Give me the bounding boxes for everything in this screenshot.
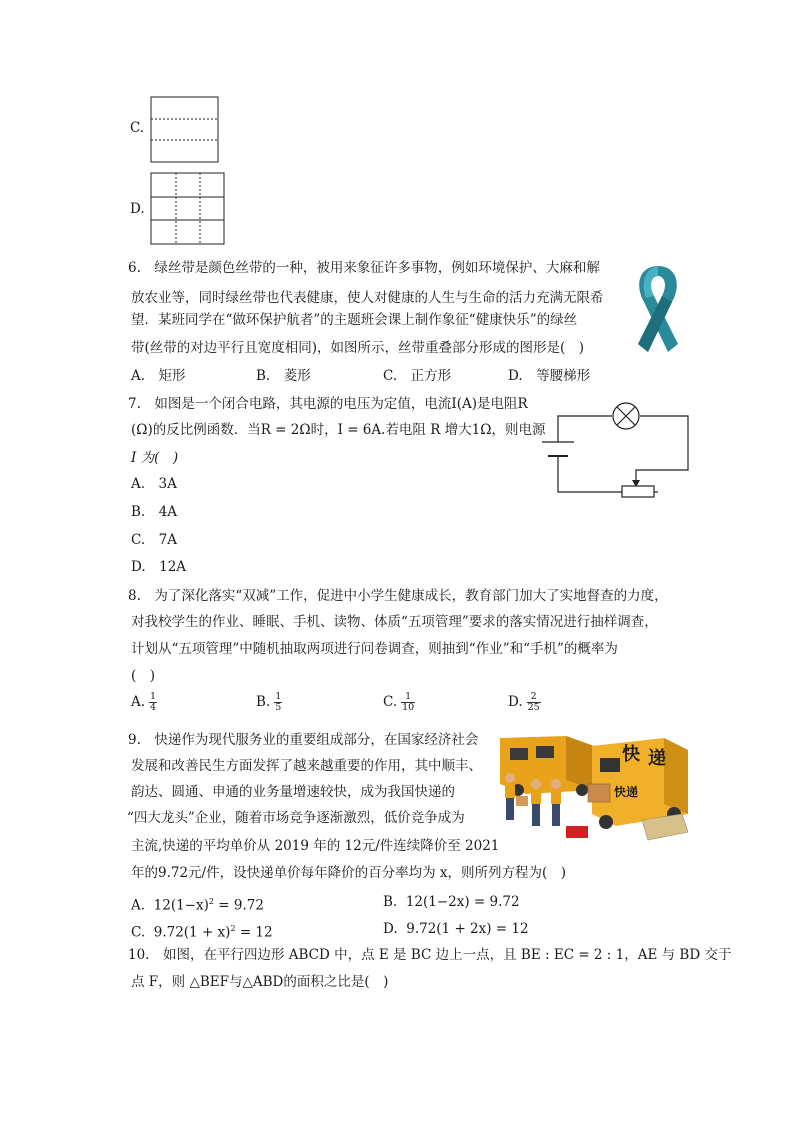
q8-option-d xyxy=(508,692,541,713)
q8-option-b-label: B. xyxy=(256,694,271,710)
q8-option-b-fraction xyxy=(274,692,282,713)
q8-option-b xyxy=(256,692,282,713)
fig-d-label: D. xyxy=(130,201,145,217)
q6-line-4: 带(丝带的对边平行且宽度相同)，如图所示，丝带重叠部分形成的图形是( ) xyxy=(131,340,585,356)
q6-option-c: C. 正方形 xyxy=(383,368,452,384)
q8-option-a-fraction xyxy=(149,692,157,713)
q8-line-4: ( ) xyxy=(131,668,156,684)
q9-option-a-expr: 12(1−x) xyxy=(153,897,209,914)
sign-di: 递 xyxy=(648,748,666,769)
q9-option-d-label: D. xyxy=(383,921,398,937)
q9-line-4: “四大龙头”企业，随着市场竞争逐渐激烈，低价竞争成为 xyxy=(127,810,465,826)
q8-option-a xyxy=(131,692,157,713)
q6-line-2: 放农业等，同时绿丝带也代表健康，使人对健康的人生与生命的活力充满无限希 xyxy=(131,290,604,306)
q8-line-2: 对我校学生的作业、睡眠、手机、读物、体质“五项管理”要求的落实情况进行抽样调查， xyxy=(131,614,658,630)
q6-option-b: B. 菱形 xyxy=(256,368,311,384)
q9-option-c-label: C. xyxy=(131,924,146,941)
q8-option-a-label: A. xyxy=(131,694,146,710)
numerator: 1 xyxy=(150,691,157,702)
q6-line-3: 望．某班同学在“做环保护航者”的主题班会课上制作象征“健康快乐”的绿丝 xyxy=(131,312,578,328)
q7-option-b: B. 4A xyxy=(131,504,178,520)
q6-option-d: D. 等腰梯形 xyxy=(508,368,591,384)
q7-option-c: C. 7A xyxy=(131,532,177,548)
fig-c-label: C. xyxy=(130,120,145,136)
q10-line-2: 点 F，则 △BEF与△ABD的面积之比是( ) xyxy=(131,974,389,990)
green-ribbon-image xyxy=(630,262,686,356)
q9-option-b-label: B. xyxy=(383,894,398,910)
q9-option-c xyxy=(131,919,273,943)
q9-option-c-rhs: = 12 xyxy=(235,924,273,941)
q9-line-2: 发展和改善民生方面发挥了越来越重要的作用，其中顺丰、 xyxy=(131,758,482,774)
delivery-illustration xyxy=(496,734,690,852)
q8-option-c-fraction xyxy=(401,692,415,713)
q9-option-b-expr: 12(1−2x) = 9.72 xyxy=(405,894,520,910)
sign-kuaidi: 快递 xyxy=(614,785,639,799)
q8-option-d-fraction xyxy=(527,692,541,713)
fig-d-grid xyxy=(150,172,226,246)
q7-option-a: A. 3A xyxy=(131,476,177,492)
q8-option-d-label: D. xyxy=(508,694,523,710)
q9-line-6: 年的9.72元/件，设快递单价每年降价的百分率均为 x，则所列方程为( ) xyxy=(131,865,567,881)
q9-option-d-expr: 9.72(1 + 2x) = 12 xyxy=(406,921,529,937)
q7-option-d: D. 12A xyxy=(131,559,187,575)
exponent: 2 xyxy=(230,924,236,933)
exponent: 2 xyxy=(208,897,214,906)
denominator: 4 xyxy=(150,702,157,713)
q9-option-c-expr: 9.72(1 + x) xyxy=(153,924,231,941)
q7-line-2: (Ω)的反比例函数．当R = 2Ω时，I = 6A.若电阻 R 增大1Ω，则电源 xyxy=(131,422,546,438)
denominator: 25 xyxy=(527,702,540,713)
q9-line-5: 主流,快递的平均单价从 2019 年的 12元/件连续降价至 2021 xyxy=(131,838,500,854)
q7-line-3: I 为( ) xyxy=(131,450,179,466)
q6-line-1: 6. 绿丝带是颜色丝带的一种，被用来象征许多事物，例如环境保护、大麻和解 xyxy=(128,260,600,276)
q9-option-a xyxy=(131,892,264,916)
numerator: 2 xyxy=(527,692,541,703)
q9-option-d xyxy=(383,919,529,939)
q9-line-1: 9. 快递作为现代服务业的重要组成部分，在国家经济社会 xyxy=(128,732,479,748)
q9-option-b xyxy=(383,892,520,912)
fig-c-rectangle xyxy=(150,96,220,164)
denominator: 5 xyxy=(275,702,282,713)
q8-option-c-label: C. xyxy=(383,694,398,710)
numerator: 1 xyxy=(401,692,415,703)
q9-line-3: 韵达、圆通、申通的业务量增速较快，成为我国快递的 xyxy=(131,784,455,800)
circuit-diagram xyxy=(540,400,692,504)
q9-option-a-label: A. xyxy=(131,897,146,914)
numerator: 1 xyxy=(275,691,282,702)
q8-line-3: 计划从“五项管理”中随机抽取两项进行问卷调查，则抽到“作业”和“手机”的概率为 xyxy=(131,641,618,657)
denominator: 10 xyxy=(402,702,415,713)
q7-line-1: 7. 如图是一个闭合电路，其电源的电压为定值，电流I(A)是电阻R xyxy=(128,396,528,412)
q8-option-c xyxy=(383,692,415,713)
q6-option-a: A. 矩形 xyxy=(131,368,186,384)
q10-line-1: 10. 如图，在平行四边形 ABCD 中，点 E 是 BC 边上一点，且 BE : EC = 2 : 1，AE 与 BD 交于 xyxy=(128,947,732,963)
q8-line-1: 8. 为了深化落实“双减”工作，促进中小学生健康成长，教育部门加大了实地督查的力度， xyxy=(128,588,668,604)
q9-option-a-rhs: = 9.72 xyxy=(213,897,264,914)
sign-kuai: 快 xyxy=(622,744,640,765)
